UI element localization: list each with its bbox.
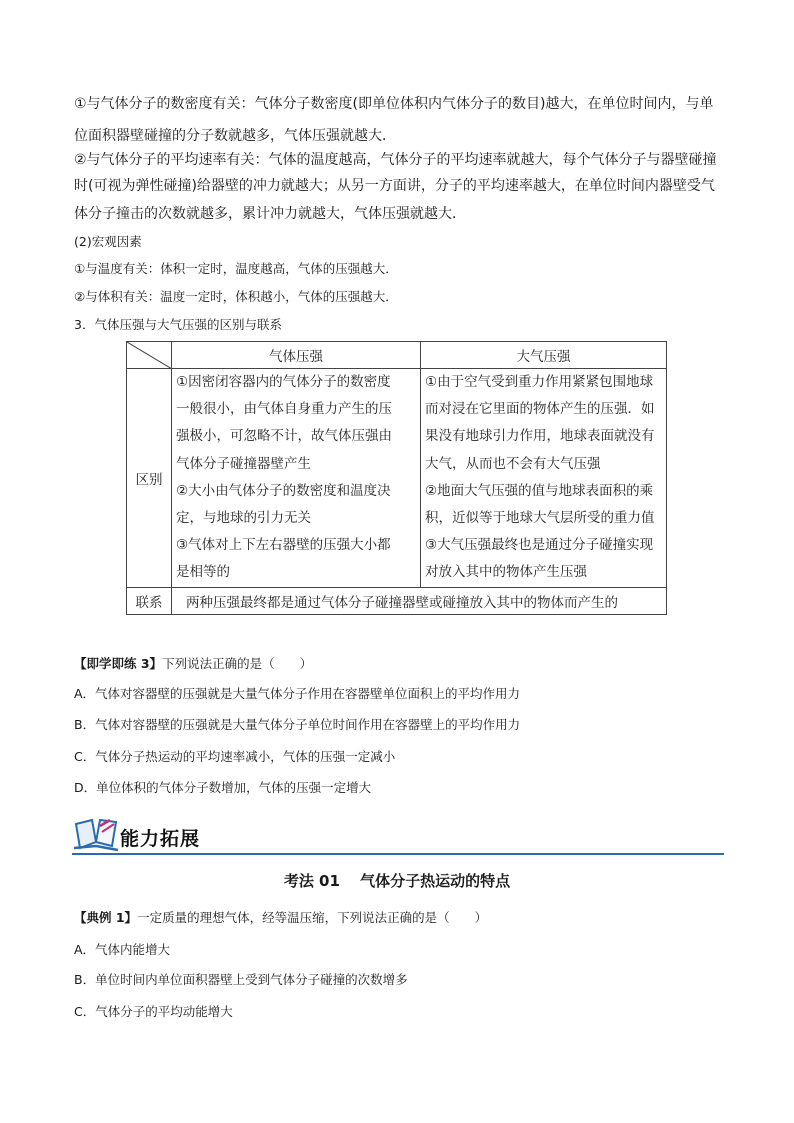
example-question <box>74 908 487 928</box>
para1-line1: ①与气体分子的数密度有关：气体分子数密度(即单位体积内气体分子的数目)越大，在单位时间内，与单 <box>74 96 714 112</box>
cell-line: 大气，从而也不会有大气压强 <box>425 455 601 472</box>
example-tag: 【典例 1】 <box>74 910 138 925</box>
practice-question <box>74 654 312 674</box>
cell-line: 是相等的 <box>176 564 230 581</box>
table-corner-cell <box>127 342 172 369</box>
comparison-table <box>126 341 667 615</box>
practice-option-b: B．气体对容器壁的压强就是大量气体分子单位时间作用在容器壁上的平均作用力 <box>74 717 521 732</box>
para2-line3: 体分子撞击的次数就越多，累计冲力就越大，气体压强就越大． <box>74 206 466 222</box>
cell-gas-pressure-difference <box>172 369 421 588</box>
cell-line: 强极小，可忽略不计，故气体压强由 <box>176 428 392 445</box>
cell-line: 一般很小，由气体自身重力产生的压 <box>176 401 392 418</box>
practice-option-c: C．气体分子热运动的平均速率减小，气体的压强一定减小 <box>74 749 396 764</box>
diagonal-line <box>127 342 172 369</box>
example-question-text: 一定质量的理想气体，经等温压缩，下列说法正确的是（ ） <box>137 910 488 925</box>
col-header-atmospheric-pressure: 大气压强 <box>421 342 667 369</box>
cell-line: ②地面大气压强的值与地球表面积的乘 <box>425 482 654 499</box>
example-option-a: A．气体内能增大 <box>74 942 171 957</box>
practice-tag: 【即学即练 3】 <box>74 656 163 671</box>
cell-line: ①因密闭容器内的气体分子的数密度 <box>176 374 391 390</box>
section-title: 能力拓展 <box>120 828 201 850</box>
practice-option-a: A．气体对容器壁的压强就是大量气体分子作用在容器壁单位面积上的平均作用力 <box>74 686 521 701</box>
cell-line: ③气体对上下左右器壁的压强大小都 <box>176 537 391 554</box>
example-option-c: C．气体分子的平均动能增大 <box>74 1004 233 1019</box>
cell-line: 气体分子碰撞器壁产生 <box>176 455 311 472</box>
cell-line: 果没有地球引力作用，地球表面就没有 <box>425 428 655 445</box>
cell-line: 积，近似等于地球大气层所受的重力值 <box>425 510 655 527</box>
cell-line: ③大气压强最终也是通过分子碰撞实现 <box>425 537 654 554</box>
cell-line: 定，与地球的引力无关 <box>176 510 311 527</box>
row-label-difference: 区别 <box>127 369 172 588</box>
practice-question-text: 下列说法正确的是（ ） <box>162 656 313 671</box>
example-option-b: B．单位时间内单位面积器壁上受到气体分子碰撞的次数增多 <box>74 972 408 987</box>
cell-line: ②大小由气体分子的数密度和温度决 <box>176 482 391 499</box>
cell-line: ①由于空气受到重力作用紧紧包围地球 <box>425 374 654 390</box>
method-title: 考法 01 气体分子热运动的特点 <box>283 872 511 890</box>
para1-line2: 位面积器壁碰撞的分子数就越多，气体压强就越大． <box>74 128 396 144</box>
cell-connection-text: 两种压强最终都是通过气体分子碰撞器壁或碰撞放入其中的物体而产生的 <box>172 587 667 614</box>
para2-line2: 时(可视为弹性碰撞)给器壁的冲力就越大；从另一方面讲，分子的平均速率越大，在单位时间内器壁受气 <box>74 178 715 194</box>
cell-line: 而对浸在它里面的物体产生的压强．如 <box>425 401 655 418</box>
cell-atmospheric-pressure-difference <box>421 369 667 588</box>
macro-item-1: ①与温度有关：体积一定时，温度越高，气体的压强越大． <box>74 261 398 276</box>
macro-item-2: ②与体积有关：温度一定时，体积越小，气体的压强越大． <box>74 289 398 304</box>
row-label-connection: 联系 <box>127 587 172 614</box>
section3-heading: 3．气体压强与大气压强的区别与联系 <box>74 317 282 332</box>
practice-option-d: D．单位体积的气体分子数增加，气体的压强一定增大 <box>74 780 372 795</box>
cell-line: 对放入其中的物体产生压强 <box>425 564 587 581</box>
macro-heading: (2)宏观因素 <box>74 234 142 249</box>
para2-line1: ②与气体分子的平均速率有关：气体的温度越高，气体分子的平均速率就越大，每个气体分子与器壁碰撞 <box>74 152 717 168</box>
col-header-gas-pressure: 气体压强 <box>172 342 421 369</box>
